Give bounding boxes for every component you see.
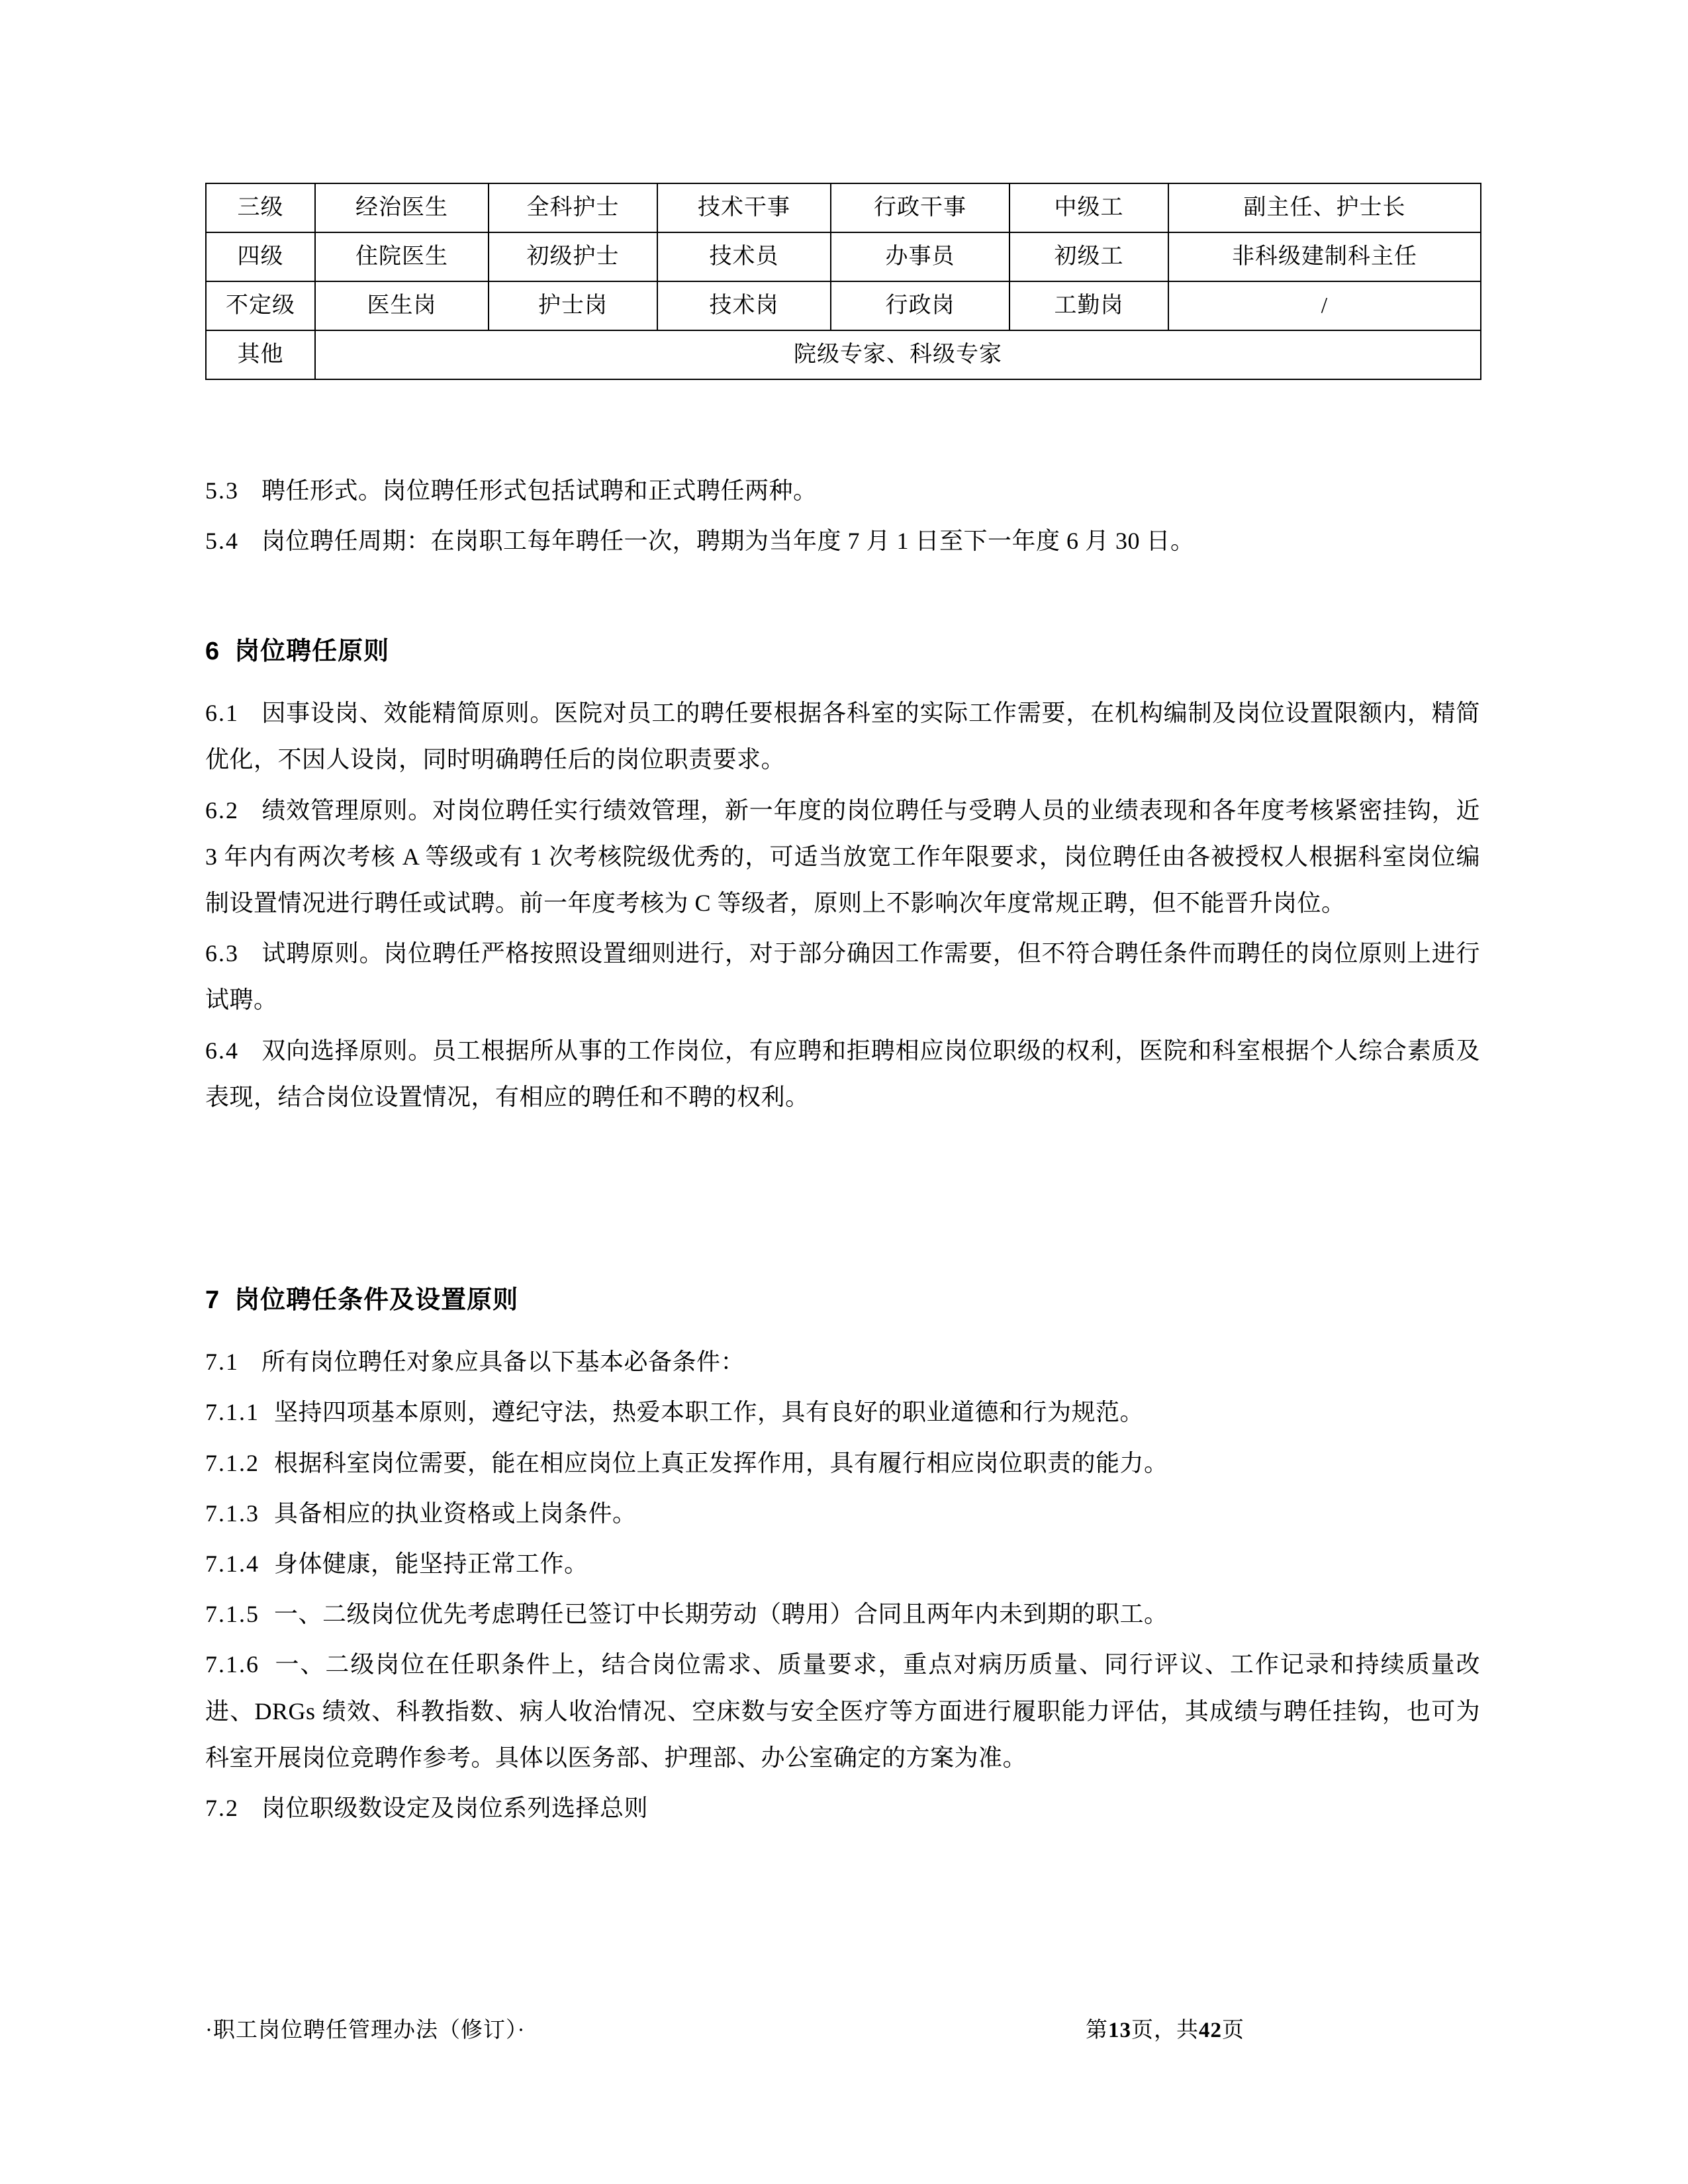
- clause-5-4: [205, 518, 1480, 564]
- table-cell-merged: 院级专家、科级专家: [315, 330, 1481, 379]
- footer-total-pages: 42: [1199, 2018, 1222, 2042]
- section-7-heading: [205, 1276, 1480, 1324]
- table-cell: 行政岗: [831, 281, 1009, 330]
- clause-text: 一、二级岗位在任职条件上，结合岗位需求、质量要求，重点对病历质量、同行评议、工作记录和持续质量改进、DRGs 绩效、科教指数、病人收治情况、空床数与安全医疗等方面进行履职能力评估，其成绩与聘任挂钩，也可为科室开展岗位竞聘作参考。具体以医务部、护理部、办公室确定的方案为准。: [205, 1651, 1480, 1771]
- clause-number: 7.1.1: [205, 1399, 259, 1426]
- clause-6-3: [205, 930, 1480, 1023]
- table-row: [206, 232, 1481, 281]
- table-cell: 初级工: [1009, 232, 1168, 281]
- table-row: [206, 281, 1481, 330]
- clause-number: 7.1.4: [205, 1550, 259, 1577]
- section-7: [205, 1258, 1480, 1835]
- clause-text: 具备相应的执业资格或上岗条件。: [274, 1499, 637, 1527]
- table-cell: 医生岗: [315, 281, 489, 330]
- table-cell: /: [1168, 281, 1481, 330]
- clause-number: 7.1: [205, 1349, 239, 1376]
- table-cell: 技术岗: [657, 281, 831, 330]
- clause-text: 试聘原则。岗位聘任严格按照设置细则进行，对于部分确因工作需要，但不符合聘任条件而聘任的岗位原则上进行试聘。: [205, 940, 1480, 1014]
- table-cell: 住院医生: [315, 232, 489, 281]
- table-row: [206, 183, 1481, 232]
- clause-number: 5.3: [205, 477, 239, 504]
- footer-page-prefix: 第: [1086, 2018, 1108, 2042]
- clause-text: 聘任形式。岗位聘任形式包括试聘和正式聘任两种。: [261, 477, 818, 504]
- table-cell-level: 三级: [206, 183, 315, 232]
- table-cell-level: 其他: [206, 330, 315, 379]
- clause-number: 6.3: [205, 940, 239, 967]
- clause-7-1-4: [205, 1541, 1480, 1587]
- clause-number: 7.2: [205, 1794, 239, 1821]
- footer-document-title: ·职工岗位聘任管理办法（修订）·: [205, 2018, 526, 2042]
- table-cell: 初级护士: [489, 232, 657, 281]
- table-cell: 技术员: [657, 232, 831, 281]
- clause-text: 岗位聘任周期：在岗职工每年聘任一次，聘期为当年度 7 月 1 日至下一年度 6 月 30 日。: [261, 528, 1195, 555]
- table-cell: 非科级建制科主任: [1168, 232, 1481, 281]
- table-cell: 全科护士: [489, 183, 657, 232]
- clause-number: 6.4: [205, 1037, 239, 1064]
- clause-text: 一、二级岗位优先考虑聘任已签订中长期劳动（聘用）合同且两年内未到期的职工。: [274, 1601, 1168, 1628]
- page-footer: [205, 2013, 1483, 2044]
- footer-page-number: [1086, 2013, 1483, 2044]
- clause-text: 所有岗位聘任对象应具备以下基本必备条件：: [261, 1349, 745, 1376]
- clause-text: 岗位职级数设定及岗位系列选择总则: [261, 1794, 649, 1821]
- clause-7-1: [205, 1339, 1480, 1385]
- footer-page-suffix: 页: [1222, 2018, 1244, 2042]
- clause-7-1-1: [205, 1389, 1480, 1435]
- table-row: [206, 330, 1481, 379]
- clause-6-2: [205, 787, 1480, 927]
- clause-7-1-3: [205, 1490, 1480, 1537]
- section-5-items: [205, 467, 1480, 568]
- table-cell: 经治医生: [315, 183, 489, 232]
- table-cell: 护士岗: [489, 281, 657, 330]
- clause-text: 根据科室岗位需要，能在相应岗位上真正发挥作用，具有履行相应岗位职责的能力。: [274, 1449, 1168, 1476]
- clause-number: 6.2: [205, 796, 239, 824]
- clause-number: 5.4: [205, 528, 239, 555]
- clause-text: 因事设岗、效能精简原则。医院对员工的聘任要根据各科室的实际工作需要，在机构编制及岗位设置限额内，精简优化，不因人设岗，同时明确聘任后的岗位职责要求。: [205, 700, 1480, 773]
- footer-page-middle: 页，共: [1131, 2018, 1199, 2042]
- clause-text: 绩效管理原则。对岗位聘任实行绩效管理，新一年度的岗位聘任与受聘人员的业绩表现和各年度考核紧密挂钩，近 3 年内有两次考核 A 等级或有 1 次考核院级优秀的，可适当放宽工作年限要求，岗位聘任由各被授权人根据科室岗位编制设置情况进行聘任或试聘。前一年度考核为 C 等级者，原则上不影响次年度常规正聘，但不能晋升岗位。: [205, 796, 1480, 916]
- table-cell: 工勤岗: [1009, 281, 1168, 330]
- section-6: [205, 609, 1480, 1124]
- clause-7-1-5: [205, 1591, 1480, 1637]
- clause-6-4: [205, 1027, 1480, 1120]
- clause-number: 7.1.5: [205, 1601, 259, 1628]
- section-6-heading: [205, 628, 1480, 675]
- clause-number: 6.1: [205, 700, 239, 727]
- clause-5-3: [205, 467, 1480, 514]
- table-cell-level: 四级: [206, 232, 315, 281]
- clause-number: 7.1.2: [205, 1449, 259, 1476]
- table-cell-level: 不定级: [206, 281, 315, 330]
- clause-7-2: [205, 1785, 1480, 1831]
- clause-6-1: [205, 690, 1480, 783]
- table-cell: 行政干事: [831, 183, 1009, 232]
- table-cell: 副主任、护士长: [1168, 183, 1481, 232]
- clause-text: 身体健康，能坚持正常工作。: [274, 1550, 588, 1577]
- section-title: 岗位聘任原则: [234, 638, 390, 665]
- rank-table: [205, 183, 1481, 380]
- clause-text: 坚持四项基本原则，遵纪守法，热爱本职工作，具有良好的职业道德和行为规范。: [274, 1399, 1145, 1426]
- clause-number: 7.1.6: [205, 1651, 259, 1678]
- clause-7-1-2: [205, 1440, 1480, 1486]
- clause-7-1-6: [205, 1641, 1480, 1781]
- footer-current-page: 13: [1108, 2018, 1131, 2042]
- table-cell: 办事员: [831, 232, 1009, 281]
- table-cell: 技术干事: [657, 183, 831, 232]
- clause-number: 7.1.3: [205, 1499, 259, 1527]
- table-cell: 中级工: [1009, 183, 1168, 232]
- section-title: 岗位聘任条件及设置原则: [234, 1286, 519, 1314]
- section-number: 7: [205, 1286, 220, 1314]
- section-number: 6: [205, 638, 220, 665]
- clause-text: 双向选择原则。员工根据所从事的工作岗位，有应聘和拒聘相应岗位职级的权利，医院和科室根据个人综合素质及表现，结合岗位设置情况，有相应的聘任和不聘的权利。: [205, 1037, 1480, 1110]
